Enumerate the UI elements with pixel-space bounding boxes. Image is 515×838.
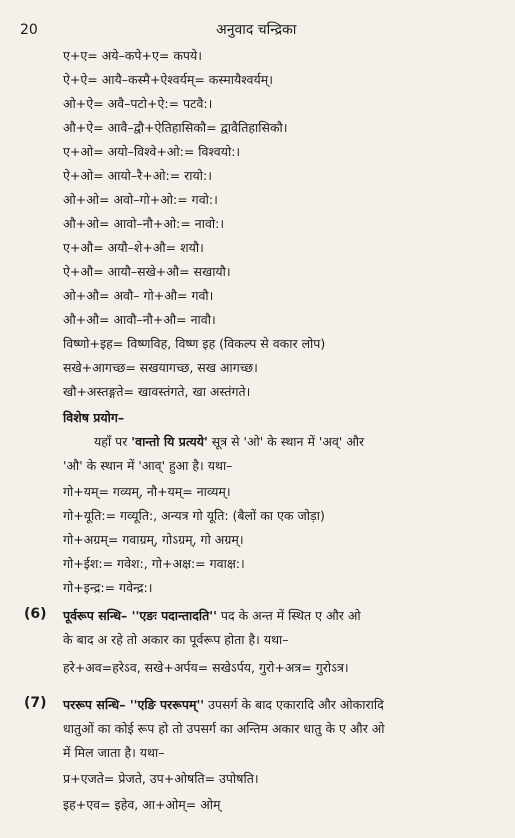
- example-line: ए+ए= अये–कपे+ए= कपये।: [63, 48, 203, 63]
- section-heading-vishesh: विशेष प्रयोग–: [63, 410, 125, 425]
- section6-line2: के बाद अ रहे तो अकार का पूर्वरूप होता है। यथा–: [63, 632, 289, 647]
- vishesh-paragraph-line2: 'औ' के स्थान में 'आव्' हुआ है। यथा–: [63, 458, 233, 473]
- section7-text: उपसर्ग के बाद एकारादि और ओकारादि: [204, 697, 384, 712]
- vishesh-example: गो+ईश:= गवेश:, गो+अक्ष:= गवाक्ष:।: [63, 556, 245, 571]
- example-line: खौ+अस्तङ्गते= खावस्तंगते, खा अस्तंगते।: [63, 384, 251, 399]
- vishesh-text: सूत्र से 'ओ' के स्थान में 'अव्' और: [207, 434, 365, 449]
- vishesh-example: गो+यम्= गव्यम्, नौ+यम्= नाव्यम्।: [63, 484, 231, 499]
- example-line: औ+ओ= आवो–नौ+ओ:= नावो:।: [63, 216, 225, 231]
- section-number-7: (7): [24, 695, 47, 711]
- section7-title: पररूप सन्धि–: [63, 697, 126, 712]
- sutra-name: 'वान्तो यि प्रत्यये': [131, 434, 208, 449]
- vishesh-example: गो+यूति:= गव्यूति:, अन्यत्र गो यूति: (बैलों का एक जोड़ा): [63, 508, 325, 523]
- section7-line2: धातुओं का कोई रूप हो तो उपसर्ग का अन्तिम अकार धातु के ए और ओ: [63, 721, 385, 736]
- page-number: 20: [20, 22, 38, 38]
- example-line: ओ+ऐ= अवै–पटो+ऐ:= पटवै:।: [63, 96, 213, 111]
- section7-line5: इह+एव= इहेव, आ+ओम्= ओम्: [63, 797, 221, 812]
- vishesh-example: गो+अग्रम्= गवाग्रम्, गोऽग्रम्, गो अग्रम्।: [63, 532, 244, 547]
- example-line: ओ+औ= अवौ– गो+औ= गवौ।: [63, 288, 214, 303]
- vishesh-example: गो+इन्द्र:= गवेन्द्र:।: [63, 580, 153, 595]
- section6-line3: हरे+अव=हरेऽव, सखे+अर्पय= सखेऽर्पय, गुरो+अत्र= गुरोऽत्र।: [63, 660, 349, 675]
- vishesh-text: यहाँ पर: [94, 434, 132, 449]
- section7-line4: प्र+एजते= प्रेजते, उप+ओषति= उपोषति।: [63, 771, 259, 786]
- example-line: ऐ+औ= आयौ–सखे+औ= सखायौ।: [63, 264, 231, 279]
- section6-line1: [63, 607, 361, 625]
- section7-rule: ''एङि पररूपम्'': [125, 697, 205, 712]
- example-line: ऐ+ओ= आयो–रै+ओ:= रायो:।: [63, 168, 212, 183]
- vishesh-paragraph-line1: [94, 433, 364, 451]
- example-line: सखे+आगच्छ= सखयागच्छ, सख आगच्छ।: [63, 360, 258, 375]
- section6-title: पूर्वरूप सन्धि–: [63, 608, 128, 623]
- section7-line3: में मिल जाता है। यथा–: [63, 745, 165, 760]
- section7-line1: [63, 696, 384, 714]
- section6-text: पद के अन्त में स्थित ए और ओ: [216, 608, 361, 623]
- section6-rule: ''एङः पदान्तादति'': [127, 608, 217, 623]
- example-line: ऐ+ऐ= आयै–कस्मै+ऐश्वर्यम्= कस्मायैश्वर्यम्।: [63, 72, 273, 87]
- example-line: औ+औ= आवौ–नौ+औ= नावौ।: [63, 312, 216, 327]
- example-line: ए+ओ= अयो–विश्वे+ओ:= विश्वयो:।: [63, 144, 241, 159]
- example-line: विष्णो+इह= विष्णविह, विष्ण इह (विकल्प से वकार लोप): [63, 336, 326, 351]
- example-line: औ+ऐ= आवै–द्वौ+ऐतिहासिकौ= द्वावैतिहासिकौ।: [63, 120, 288, 135]
- running-header-title: अनुवाद चन्द्रिका: [216, 22, 297, 38]
- example-line: ओ+ओ= अवो–गो+ओ:= गवो:।: [63, 192, 218, 207]
- example-line: ए+औ= अयौ–शे+औ= शयौ।: [63, 240, 204, 255]
- section-number-6: (6): [24, 606, 47, 622]
